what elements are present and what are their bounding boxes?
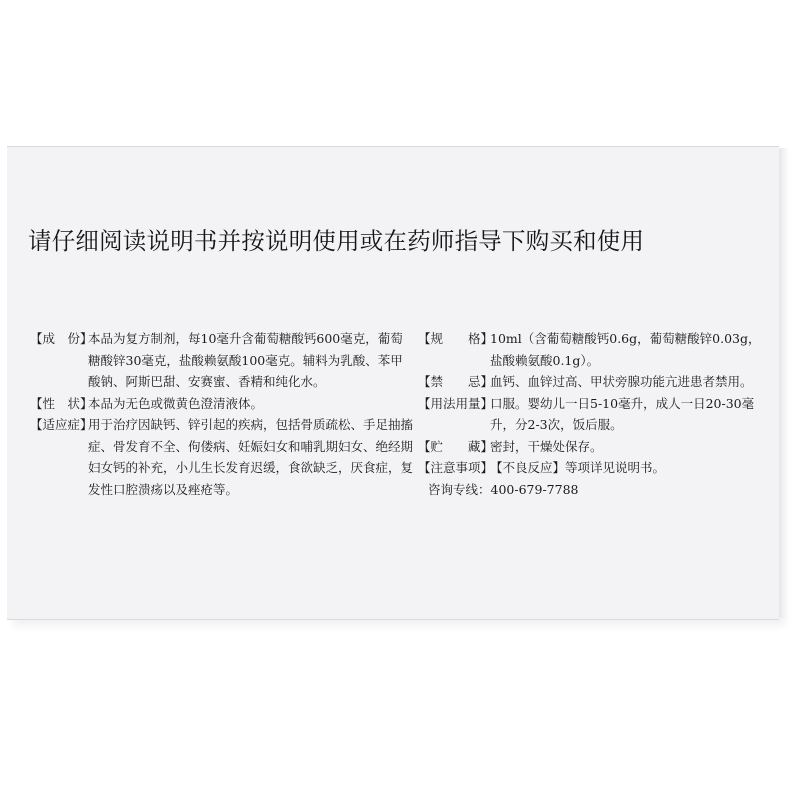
dosage-row — [418, 393, 768, 436]
precautions-text: 【不良反应】等项详见说明书。 — [490, 460, 666, 475]
properties-row — [30, 393, 415, 415]
specification-row — [418, 328, 768, 371]
dosage-label: 【用法用量】 — [418, 395, 494, 411]
right-column — [418, 328, 768, 500]
storage-row — [418, 436, 768, 458]
precautions-label: 【注意事项】 — [418, 460, 494, 475]
properties-label: 【性 状】 — [30, 395, 93, 411]
ingredients-row — [30, 328, 415, 393]
specification-label: 【规 格】 — [418, 331, 494, 346]
headline: 请仔细阅读说明书并按说明使用或在药师指导下购买和使用 — [28, 227, 645, 255]
properties-text: 本品为无色或微黄色澄清液体。 — [88, 395, 264, 411]
contraindications-text: 血钙、血锌过高、甲状旁腺功能亢进患者禁用。 — [490, 374, 753, 389]
package-edge — [779, 148, 789, 618]
contraindications-row — [418, 371, 768, 393]
contraindications-label: 【禁 忌】 — [418, 374, 494, 389]
ingredients-label: 【成 份】 — [30, 331, 93, 346]
consult-hotline: 咨询专线：400-679-7788 — [428, 481, 579, 497]
indications-text: 用于治疗因缺钙、锌引起的疾病，包括骨质疏松、手足抽搐症、骨发育不全、佝偻病、妊娠妇女和哺乳期妇女、绝经期妇女钙的补充，小儿生长发育迟缓，食欲缺乏，厌食症，复发性口腔溃疡以及痤疮等。 — [88, 417, 414, 497]
storage-label: 【贮 藏】 — [418, 438, 494, 454]
specification-text: 10ml（含葡萄糖酸钙0.6g，葡萄糖酸锌0.03g，盐酸赖氨酸0.1g）。 — [490, 331, 761, 368]
indications-label: 【适应症】 — [30, 417, 93, 432]
indications-row — [30, 414, 415, 500]
dosage-text: 口服。婴幼儿一日5-10毫升，成人一日20-30毫升，分2-3次，饭后服。 — [490, 395, 755, 432]
storage-text: 密封，干燥处保存。 — [490, 438, 603, 454]
ingredients-text: 本品为复方制剂，每10毫升含葡萄糖酸钙600毫克，葡萄糖酸锌30毫克，盐酸赖氨酸100毫克。辅料为乳酸、苯甲酸钠、阿斯巴甜、安赛蜜、香精和纯化水。 — [88, 331, 403, 389]
left-column — [30, 328, 415, 500]
precautions-row — [418, 457, 768, 479]
